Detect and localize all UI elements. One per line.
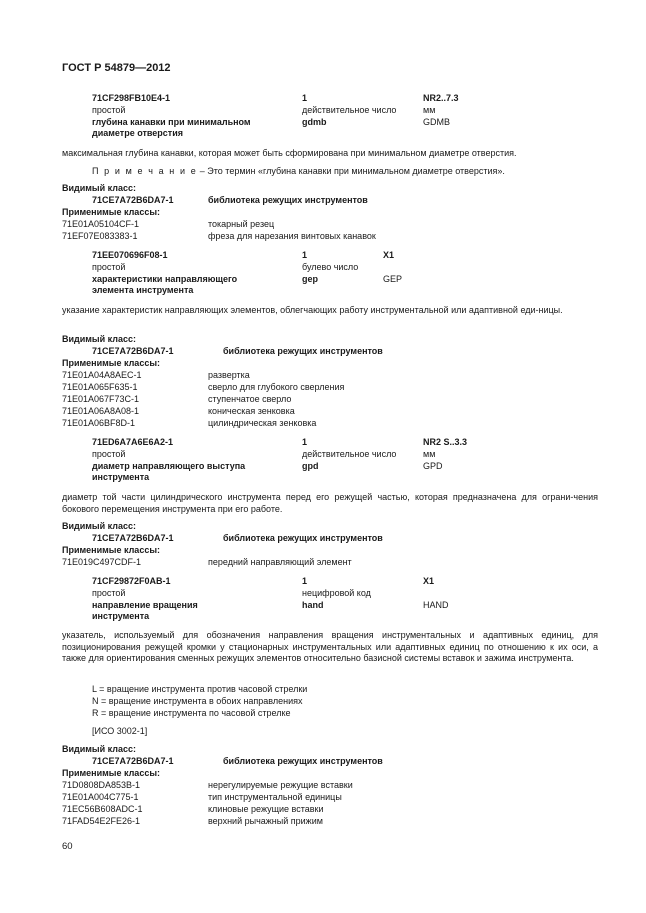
entry-kind: простой [92, 588, 126, 598]
visible-class-name: библиотека режущих инструментов [223, 756, 383, 766]
visible-class-id: 71CE7A72B6DA7-1 [92, 533, 174, 543]
applicable-class-name: развертка [208, 370, 250, 380]
entry-format: NR2..7.3 [423, 93, 459, 103]
applicable-class-name: тип инструментальной единицы [208, 792, 342, 802]
entry-symbol: gpd [302, 461, 319, 471]
entry-name-line: элемента инструмента [92, 285, 194, 295]
entry-kind: простой [92, 449, 126, 459]
applicable-class-name: фреза для нарезания винтовых канавок [208, 231, 376, 241]
entry-id: 71EE070696F08-1 [92, 250, 168, 260]
applicable-class-name: клиновые режущие вставки [208, 804, 324, 814]
applicable-class-name: верхний рычажный прижим [208, 816, 323, 826]
entry-code: GPD [423, 461, 443, 471]
applicable-classes-label: Применимые классы: [62, 545, 161, 555]
applicable-class-id: 71E01A067F73C-1 [62, 394, 140, 404]
applicable-class-id: 71FAD54E2FE26-1 [62, 816, 141, 826]
entry-definition: максимальная глубина канавки, которая может быть сформирована при минимальном диаметре отверстия. [62, 148, 517, 158]
visible-class-id: 71CE7A72B6DA7-1 [92, 756, 174, 766]
entry-name-line: диаметр направляющего выступа [92, 461, 246, 471]
entry-name-line: инструмента [92, 611, 150, 621]
note-label: П р и м е ч а н и е [92, 166, 198, 176]
entry-count: 1 [302, 250, 308, 260]
entry-definition: диаметр той части цилиндрического инструмента перед его режущей частью, которая предназначена для ограни-чения бокового перемещения инструмента при его работе. [62, 492, 598, 514]
entry-definition: указание характеристик направляющих элементов, облегчающих работу инструментальной или адаптивной еди-ницы. [62, 305, 563, 315]
applicable-class-id: 71D0808DA853B-1 [62, 780, 141, 790]
applicable-class-name: нерегулируемые режущие вставки [208, 780, 353, 790]
visible-class-label: Видимый класс: [62, 183, 136, 193]
entry-code: HAND [423, 600, 449, 610]
value-item: N = вращение инструмента в обоих направлениях [92, 696, 303, 706]
entry-id: 71CF29872F0AB-1 [92, 576, 171, 586]
entry-symbol: gdmb [302, 117, 327, 127]
entry-name-line: характеристики направляющего [92, 274, 238, 284]
applicable-class-name: ступенчатое сверло [208, 394, 292, 404]
visible-class-id: 71CE7A72B6DA7-1 [92, 195, 174, 205]
entry-id: 71CF298FB10E4-1 [92, 93, 171, 103]
entry-code: GDMB [423, 117, 450, 127]
entry-kind: простой [92, 262, 126, 272]
visible-class-name: библиотека режущих инструментов [223, 346, 383, 356]
entry-count: 1 [302, 437, 308, 447]
visible-class-name: библиотека режущих инструментов [223, 533, 383, 543]
visible-class-label: Видимый класс: [62, 521, 136, 531]
applicable-class-id: 71E01A06A8A08-1 [62, 406, 140, 416]
entry-unit: мм [423, 449, 436, 459]
reference: [ИСО 3002-1] [92, 726, 148, 736]
entry-type: действительное число [302, 449, 397, 459]
visible-class-id: 71CE7A72B6DA7-1 [92, 346, 174, 356]
applicable-class-name: коническая зенковка [208, 406, 295, 416]
value-item: L = вращение инструмента против часовой стрелки [92, 684, 308, 694]
entry-code: GEP [383, 274, 403, 284]
entry-format: X1 [383, 250, 395, 260]
note-text: – Это термин «глубина канавки при минимальном диаметре отверстия». [197, 166, 505, 176]
entry-format: NR2 S..3.3 [423, 437, 468, 447]
entry-name-line: инструмента [92, 472, 150, 482]
applicable-class-id: 71E01A05104CF-1 [62, 219, 140, 229]
applicable-classes-label: Применимые классы: [62, 207, 161, 217]
entry-count: 1 [302, 93, 308, 103]
entry-name-line: глубина канавки при минимальном [92, 117, 251, 127]
visible-class-name: библиотека режущих инструментов [208, 195, 368, 205]
applicable-class-id: 71E01A04A8AEC-1 [62, 370, 142, 380]
value-item: R = вращение инструмента по часовой стрелке [92, 708, 291, 718]
applicable-class-id: 71E01A065F635-1 [62, 382, 138, 392]
entry-type: нецифровой код [302, 588, 371, 598]
entry-symbol: gep [302, 274, 319, 284]
applicable-class-id: 71E01A004C775-1 [62, 792, 139, 802]
applicable-classes-label: Применимые классы: [62, 358, 161, 368]
entry-count: 1 [302, 576, 308, 586]
document-title: ГОСТ Р 54879—2012 [62, 62, 171, 74]
entry-type: булево число [302, 262, 359, 272]
entry-name-line: диаметре отверстия [92, 128, 184, 138]
entry-name-line: направление вращения [92, 600, 198, 610]
visible-class-label: Видимый класс: [62, 334, 136, 344]
entry-type: действительное число [302, 105, 397, 115]
entry-note [92, 166, 505, 178]
entry-symbol: hand [302, 600, 324, 610]
entry-kind: простой [92, 105, 126, 115]
entry-id: 71ED6A7A6E6A2-1 [92, 437, 174, 447]
applicable-class-name: токарный резец [208, 219, 275, 229]
entry-format: X1 [423, 576, 435, 586]
entry-definition: указатель, используемый для обозначения направления вращения инструментальных и адаптивных единиц, для позиционирования режущей кромки у стационарных инструментальных или адаптивных единиц по отношению к их оси, а также для ориентирования сменных режущих элементов относительно базисной системы вставок и зажима инструмента. [62, 630, 598, 664]
applicable-class-id: 71E019C497CDF-1 [62, 557, 142, 567]
applicable-class-id: 71EF07E083383-1 [62, 231, 138, 241]
applicable-classes-label: Применимые классы: [62, 768, 161, 778]
page-number: 60 [62, 841, 73, 852]
applicable-class-name: цилиндрическая зенковка [208, 418, 317, 428]
entry-unit: мм [423, 105, 436, 115]
visible-class-label: Видимый класс: [62, 744, 136, 754]
applicable-class-id: 71EC56B608ADC-1 [62, 804, 143, 814]
applicable-class-id: 71E01A06BF8D-1 [62, 418, 136, 428]
applicable-class-name: передний направляющий элемент [208, 557, 352, 567]
applicable-class-name: сверло для глубокого сверления [208, 382, 345, 392]
